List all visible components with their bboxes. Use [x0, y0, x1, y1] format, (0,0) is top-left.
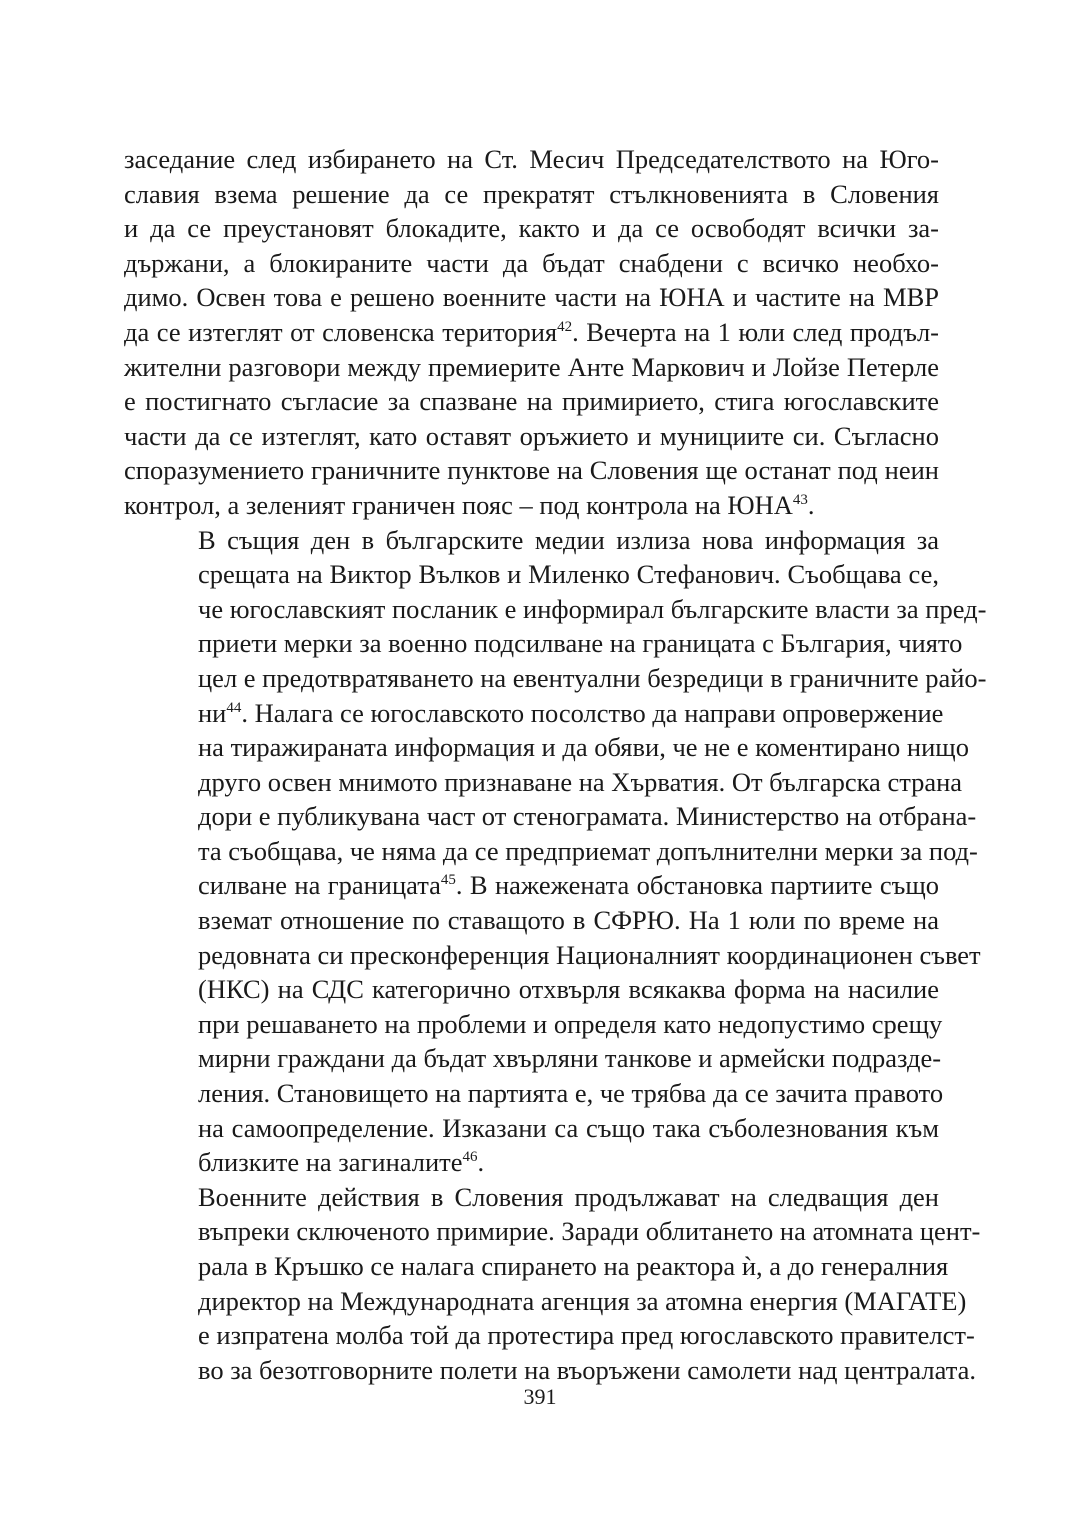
text-line: [124, 626, 963, 661]
text-line: [124, 1007, 943, 1042]
text-run: жителни разговори между премиерите Анте Маркович и Лойзе Петерле: [124, 351, 939, 382]
text-line: [124, 419, 939, 454]
text-line: [124, 903, 939, 938]
text-run: приети мерки за военно подсилване на границата с България, чиято: [198, 628, 963, 659]
text-line: [124, 1111, 939, 1146]
text-run: В същия ден в българските медии излиза нова информация за: [198, 524, 939, 555]
text-line: [124, 868, 939, 903]
text-line: [124, 938, 981, 973]
text-line: [124, 834, 978, 869]
text-run: заседание след избирането на Ст. Месич Председателството на Юго-: [124, 144, 939, 174]
text-run: цел е предотвратяването на евентуални безредици в граничните райо-: [198, 662, 987, 693]
text-line: [124, 1249, 949, 1284]
text-run: споразумението граничните пунктове на Словения ще останат под неин: [124, 455, 939, 486]
text-line: [124, 1353, 976, 1388]
text-run: части да се изтеглят, като оставят оръжието и мунициите си. Съгласно: [124, 420, 939, 451]
text-line: [124, 1076, 944, 1111]
footnote-ref[interactable]: 45: [440, 872, 456, 889]
text-line: [124, 1214, 981, 1249]
text-line: [124, 488, 939, 523]
text-run: на тиражираната информация и да обяви, че не е коментирано нищо: [198, 732, 969, 763]
text-run: директор на Международната агенция за атомна енергия (МАГАТЕ): [198, 1285, 967, 1316]
text-run: (НКС) на СДС категорично отхвърля всякаква форма на насилие: [198, 974, 939, 1005]
text-run: мирни граждани да бъдат хвърляни танкове и армейски подразде-: [198, 1043, 942, 1074]
text-run: та съобщава, че няма да се предприемат допълнителни мерки за под-: [198, 835, 978, 866]
text-run: контрол, а зеленият граничен пояс – под контрола на ЮНА: [124, 489, 793, 520]
text-run: силване на границата: [198, 870, 441, 901]
text-line: [124, 592, 987, 627]
paragraph: [124, 1180, 981, 1388]
text-line: [124, 350, 939, 385]
text-run: срещата на Виктор Вълков и Миленко Стефанович. Съобщава се,: [198, 559, 939, 590]
text-line: [124, 972, 939, 1007]
paragraph: [124, 142, 939, 523]
body-text: [124, 142, 987, 1387]
text-line: [124, 142, 939, 177]
text-run: .: [477, 1147, 485, 1178]
text-run: близките на загиналите: [198, 1147, 463, 1178]
text-line: [124, 1318, 975, 1353]
text-run: редовната си пресконференция Националният координационен съвет: [198, 939, 981, 970]
text-line: [124, 557, 939, 592]
text-line: [124, 1284, 967, 1319]
text-line: [124, 661, 987, 696]
text-run: друго освен мнимото признаване на Хърватия. От българска страна: [198, 766, 963, 797]
text-run: вземат отношение по ставащото в СФРЮ. На 1 юли по време на: [198, 905, 939, 936]
text-line: [124, 696, 944, 731]
text-run: въпреки сключеното примирие. Заради облитането на атомната цент-: [198, 1216, 981, 1247]
text-run: дори е публикувана част от стенограмата. Министерство на отбрана-: [198, 801, 977, 832]
footnote-ref[interactable]: 46: [462, 1149, 478, 1166]
text-line: [124, 246, 939, 281]
text-line: [124, 280, 939, 315]
text-run: на самоопределение. Изказани са също така съболезнования към: [198, 1112, 939, 1143]
text-run: Военните действия в Словения продължават на следващия ден: [198, 1181, 939, 1212]
text-line: [124, 211, 939, 246]
text-run: да се изтеглят от словенска територия: [124, 316, 558, 347]
text-run: . Вечерта на 1 юли след продъл-: [572, 316, 939, 347]
text-run: е изпратена молба той да протестира пред югославското правителст-: [198, 1320, 975, 1351]
paragraph: [124, 523, 987, 1180]
text-run: . Налага се югославското посолство да направи опровержение: [241, 697, 944, 728]
text-run: при решаването на проблеми и определя като недопустимо срещу: [198, 1008, 943, 1039]
text-line: [124, 1145, 939, 1180]
text-line: [124, 1180, 939, 1215]
page-number: 391: [523, 1384, 557, 1409]
text-line: [124, 315, 939, 350]
text-run: че югославският посланик е информирал българските власти за пред-: [198, 593, 987, 624]
text-line: [124, 453, 939, 488]
text-run: ления. Становището на партията е, че трябва да се зачита правото: [198, 1078, 944, 1109]
footnote-ref[interactable]: 43: [792, 491, 808, 508]
text-run: рала в Кръшко се налага спирането на реактора ѝ, а до генералния: [198, 1251, 949, 1281]
text-run: ни: [198, 697, 227, 728]
text-run: во за безотговорните полети на въоръжени самолети над централата.: [198, 1354, 976, 1385]
text-line: [124, 523, 939, 558]
text-run: .: [807, 489, 815, 520]
text-line: [124, 384, 939, 419]
text-run: и да се преустановят блокадите, както и да се освободят всички за-: [124, 213, 939, 244]
text-line: [124, 765, 963, 800]
text-line: [124, 799, 977, 834]
text-line: [124, 730, 969, 765]
footnote-ref[interactable]: 42: [557, 318, 573, 335]
text-run: димо. Освен това е решено военните части на ЮНА и частите на МВР: [124, 282, 939, 313]
text-run: славия взема решение да се прекратят стълкновенията в Словения: [124, 178, 939, 209]
text-run: е постигнато съгласие за спазване на примирието, стига югославските: [124, 386, 939, 417]
text-line: [124, 177, 939, 212]
text-run: . В нажежената обстановка партиите също: [455, 870, 939, 901]
footnote-ref[interactable]: 44: [226, 699, 242, 716]
text-line: [124, 1041, 942, 1076]
text-run: държани, а блокираните части да бъдат снабдени с всичко необхо-: [124, 247, 939, 278]
